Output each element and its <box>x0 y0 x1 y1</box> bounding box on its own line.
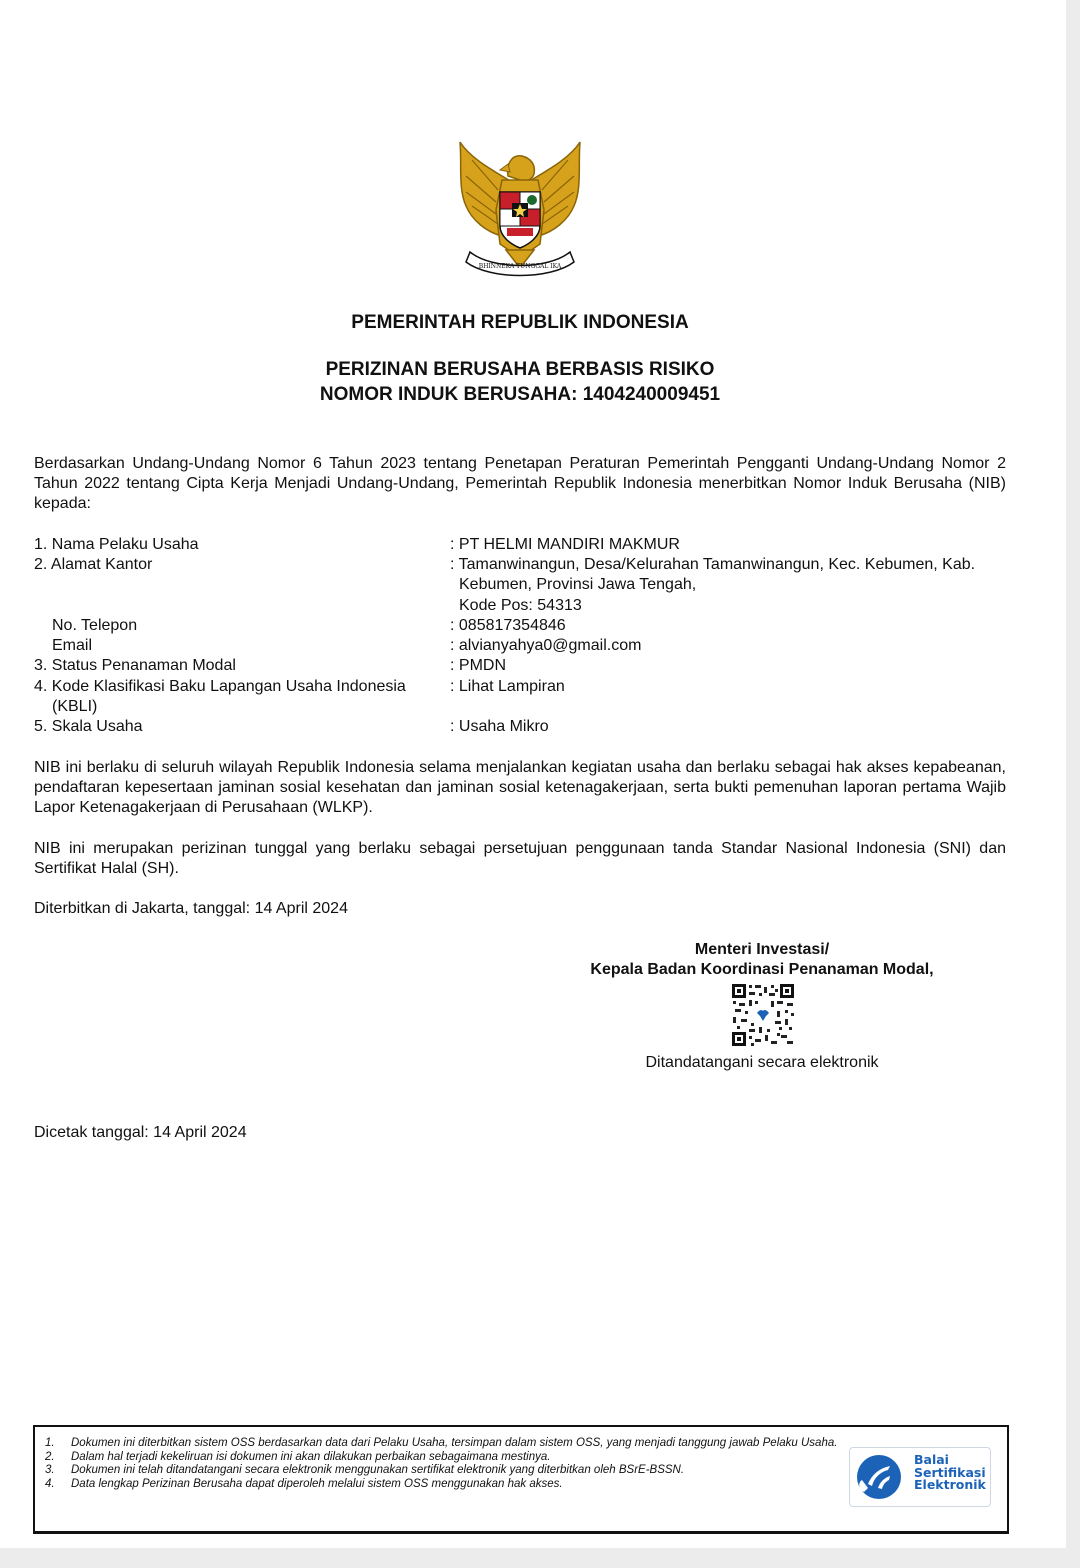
bsre-logo-icon <box>854 1452 904 1502</box>
qr-code-icon <box>731 983 795 1047</box>
bsre-logo-text <box>914 1454 986 1492</box>
footer-note-number: 4. <box>45 1477 55 1490</box>
alamat-value-3: Kode Pos: 54313 <box>459 597 582 614</box>
kbli-value: : Lihat Lampiran <box>450 678 565 695</box>
issued-date: Diterbitkan di Jakarta, tanggal: 14 April 2024 <box>34 900 348 917</box>
bsre-logo-line1: Balai <box>914 1452 949 1467</box>
footer-note-text: Dalam hal terjadi kekeliruan isi dokumen ini akan dilakukan perbaikan sebagaimana mestinya. <box>71 1450 551 1463</box>
kbli-label: 4. Kode Klasifikasi Baku Lapangan Usaha Indonesia <box>34 678 406 695</box>
telepon-label: No. Telepon <box>52 617 138 634</box>
footer-note <box>45 1451 845 1465</box>
signature-title-1: Menteri Investasi/ <box>694 941 830 958</box>
status-label: 3. Status Penanaman Modal <box>34 657 236 674</box>
footer-note-number: 2. <box>45 1450 55 1463</box>
bsre-logo-line2: Sertifikasi <box>914 1464 986 1480</box>
bsre-logo-line3: Elektronik <box>914 1477 986 1492</box>
footer-note <box>45 1437 845 1451</box>
footer-note <box>45 1464 845 1478</box>
nama-value: : PT HELMI MANDIRI MAKMUR <box>450 536 680 553</box>
email-value: : alvianyahya0@gmail.com <box>450 637 642 654</box>
government-heading: PEMERINTAH REPUBLIK INDONESIA <box>351 312 689 333</box>
skala-value: : Usaha Mikro <box>450 718 549 735</box>
document-title: PERIZINAN BERUSAHA BERBASIS RISIKO <box>325 359 715 380</box>
svg-text:BHINNEKA TUNGGAL IKA: BHINNEKA TUNGGAL IKA <box>478 263 562 270</box>
signed-electronically: Ditandatangani secara elektronik <box>645 1054 879 1071</box>
footer-notes-list <box>45 1437 845 1491</box>
bsre-logo <box>849 1447 991 1507</box>
printed-date: Dicetak tanggal: 14 April 2024 <box>34 1124 247 1141</box>
alamat-value-2: Kebumen, Provinsi Jawa Tengah, <box>459 576 697 593</box>
nama-label: 1. Nama Pelaku Usaha <box>34 536 199 553</box>
footer-note-text: Dokumen ini telah ditandatangani secara elektronik menggunakan sertifikat elektronik yang diterbitkan oleh BSrE-BSSN. <box>71 1464 685 1476</box>
signature-title-2: Kepala Badan Koordinasi Penanaman Modal, <box>590 961 934 978</box>
skala-label: 5. Skala Usaha <box>34 718 143 735</box>
validity-paragraph: NIB ini berlaku di seluruh wilayah Republik Indonesia selama menjalankan kegiatan usaha dan berlaku sebagai hak akses kepabeanan, pendaftaran kepesertaan jaminan sosial kesehatan dan jaminan sosial ketenagakerjaan, serta bukti pemenuhan laporan pertama Wajib Lapor Ketenagakerjaan di Perusahaan (WLKP). <box>34 759 1006 816</box>
status-value: : PMDN <box>450 657 506 674</box>
telepon-value: : 085817354846 <box>450 617 566 634</box>
footer-note-number: 3. <box>45 1464 55 1476</box>
license-paragraph: NIB ini merupakan perizinan tunggal yang berlaku sebagai persetujuan penggunaan tanda Standar Nasional Indonesia (SNI) dan Sertifikat Halal (SH). <box>34 840 1006 877</box>
kbli-label-2: (KBLI) <box>52 698 98 715</box>
garuda-emblem-icon <box>452 140 588 288</box>
footer-notes-box <box>33 1425 1009 1534</box>
footer-note-text: Dokumen ini diterbitkan sistem OSS berdasarkan data dari Pelaku Usaha, tersimpan dalam sistem OSS, yang menjadi tanggung jawab Pelaku Usaha. <box>71 1437 838 1449</box>
intro-paragraph: Berdasarkan Undang-Undang Nomor 6 Tahun 2023 tentang Penetapan Peraturan Pemerintah Pengganti Undang-Undang Nomor 2 Tahun 2022 tentang Cipta Kerja Menjadi Undang-Undang, Pemerintah Republik Indonesia menerbitkan Nomor Induk Berusaha (NIB) kepada: <box>34 455 1006 512</box>
email-label: Email <box>52 637 93 654</box>
nib-number: NOMOR INDUK BERUSAHA: 1404240009451 <box>319 384 721 405</box>
alamat-value-1: : Tamanwinangun, Desa/Kelurahan Tamanwinangun, Kec. Kebumen, Kab. <box>450 556 976 573</box>
alamat-label: 2. Alamat Kantor <box>34 556 153 573</box>
footer-note <box>45 1478 845 1492</box>
footer-note-number: 1. <box>45 1437 55 1449</box>
footer-note-text: Data lengkap Perizinan Berusaha dapat diperoleh melalui sistem OSS menggunakan hak akses. <box>71 1477 563 1490</box>
